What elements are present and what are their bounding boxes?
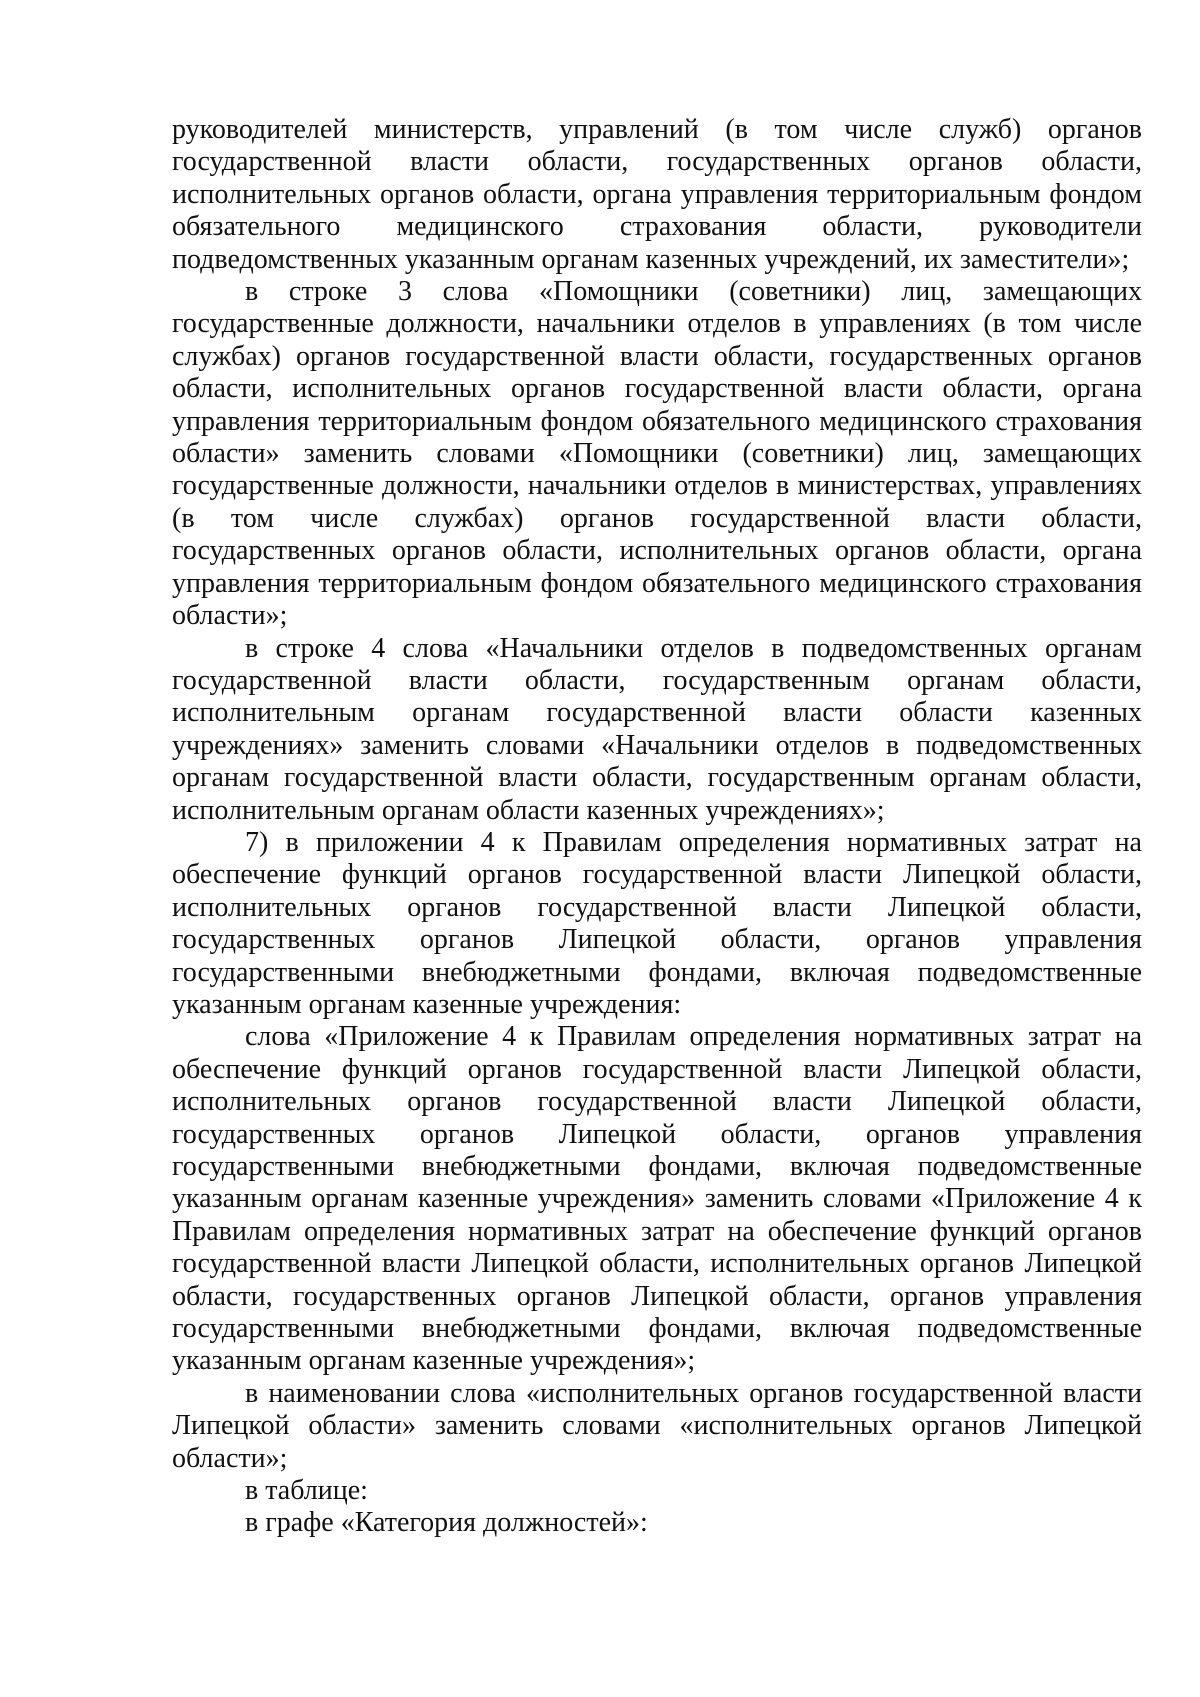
document-body (172, 114, 1142, 1540)
paragraph-category-column: в графе «Категория должностей»: (245, 1507, 648, 1539)
paragraph-in-table: в таблице: (245, 1475, 368, 1507)
paragraph-row-4-amendment: в строке 4 слова «Начальники отделов в подведомственных органам государственной власти области, государственным органам области, исполнительным органам государственной власти области казенных учреждениях» заменить словами «Начальники отделов в подведомственных органам государственной власти области, государственным органам области, исполнительным органам области казенных учреждениях»; (172, 632, 1142, 826)
paragraph-name-amendment: в наименовании слова «исполнительных органов государственной власти Липецкой области» заменить словами «исполнительных органов Липецкой области»; (172, 1377, 1142, 1474)
paragraph-item-7: 7) в приложении 4 к Правилам определения нормативных затрат на обеспечение функций органов государственной власти Липецкой области, исполнительных органов государственной власти Липецкой области, государственных органов Липецкой области, органов управления государственными внебюджетными фондами, включая подведомственные указанным органам казенные учреждения: (172, 826, 1142, 1020)
paragraph-appendix-title-amendment: слова «Приложение 4 к Правилам определения нормативных затрат на обеспечение функций органов государственной власти Липецкой области, исполнительных органов государственной власти Липецкой области, государственных органов Липецкой области, органов управления государственными внебюджетными фондами, включая подведомственные указанным органам казенные учреждения» заменить словами «Приложение 4 к Правилам определения нормативных затрат на обеспечение функций органов государственной власти Липецкой области, исполнительных органов Липецкой области, государственных органов Липецкой области, органов управления государственными внебюджетными фондами, включая подведомственные указанным органам казенные учреждения»; (172, 1021, 1142, 1377)
paragraph-continuation: руководителей министерств, управлений (в том числе служб) органов государственной власти области, государственных органов области, исполнительных органов области, органа управления территориальным фондом обязательного медицинского страхования области, руководители подведомственных указанным органам казенных учреждений, их заместители»; (172, 114, 1142, 275)
paragraph-row-3-amendment: в строке 3 слова «Помощники (советники) лиц, замещающих государственные должности, начальники отделов в управлениях (в том числе службах) органов государственной власти области, государственных органов области, исполнительных органов государственной власти области, органа управления территориальным фондом обязательного медицинского страхования области» заменить словами «Помощники (советники) лиц, замещающих государственные должности, начальники отделов в министерствах, управлениях (в том числе службах) органов государственной власти области, государственных органов области, исполнительных органов области, органа управления территориальным фондом обязательного медицинского страхования области»; (172, 276, 1142, 632)
